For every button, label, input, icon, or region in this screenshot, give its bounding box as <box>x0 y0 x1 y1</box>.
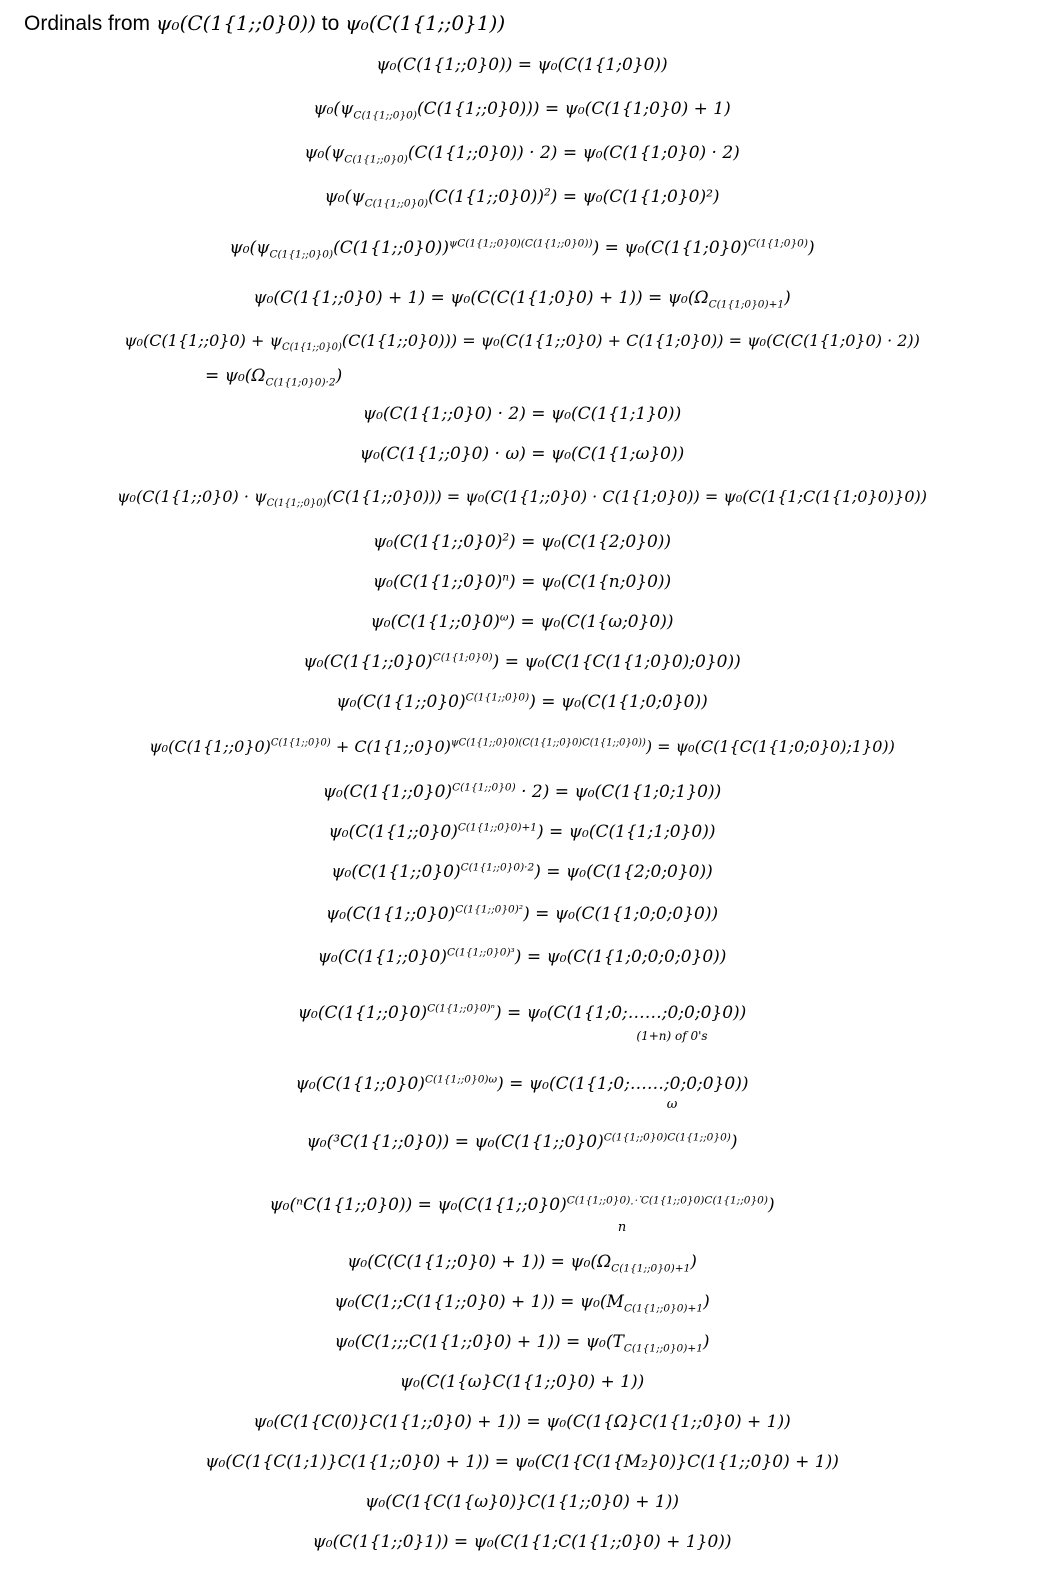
equation-16: ψ₀(C(1{1;;0}0)$^{C(1\{1;;0\}0)}$ + C(1{1;;0}0)$^{\psi C(1\{1;;0\}0)(C(1\{1;;0\}0)C(1\{1;;0\}0))}$) = ψ₀(C(1{C(1{1;0;0}0);1}0)) <box>149 737 895 756</box>
equation-30: ψ₀(C(1{C(0)}C(1{1;;0}0) + 1)) = ψ₀(C(1{Ω}C(1{1;;0}0) + 1)) <box>253 1412 791 1432</box>
brace-label-omega: ω <box>666 1097 678 1112</box>
equation-6: ψ₀(C(1{1;;0}0) + 1) = ψ₀(C(C(1{1;0}0) + $1)) = \psi_0(\Omega_{C(1\{1;0\}0)+1})$ <box>253 288 791 311</box>
equation-2: $\psi_0(\psi_{C(1\{1;;0\}0)}(C(1\{1;;0\}0)))$ = ψ₀(C(1{1;0}0) + 1) <box>313 99 731 122</box>
equation-3: $\psi_0(\psi_{C(1\{1;;0\}0)}(C(1\{1;;0\}0)) \cdot 2)$ = ψ₀(C(1{1;0}0) · 2) <box>304 143 740 166</box>
equation-24: ψ₀(³C(1{1;;0}0)) = ψ₀(C(1{1;;0}0)$^{C(1\{1;;0\}0)C(1\{1;;0\}0)}$) <box>306 1131 738 1152</box>
equation-11: ψ₀(C(1{1;;0}0)$^2$) = ψ₀(C(1{2;0}0)) <box>372 531 672 552</box>
equation-28: ψ₀(C(1;;;C(1{1;;0}0) + $1)) = \psi_0(T_{C(1\{1;;0\}0)+1})$ <box>334 1332 710 1355</box>
equation-17: ψ₀(C(1{1;;0}0)$^{C(1\{1;;0\}0)}$ · 2) = ψ₀(C(1{1;0;1}0)) <box>322 781 722 802</box>
brace-label-n: n <box>617 1220 627 1235</box>
equation-7-continued: = $\psi_0(\Omega_{C(1\{1;0\}0)\cdot 2})$ <box>205 366 343 389</box>
equation-5: $\psi_0(\psi_{C(1\{1;;0\}0)}(C(1\{1;;0\}0))^{\psi C(1\{1;;0\}0)(C(1\{1;;0\}0))})$ = ψ₀(C(1{1;0}0)$^{C(1\{1;0\}0)}$) <box>229 237 815 261</box>
equation-21: ψ₀(C(1{1;;0}0)$^{C(1\{1;;0\}0)^3}$) = ψ₀(C(1{1;0;0;0;0}0)) <box>317 946 727 967</box>
title-from: ψ₀(C(1{1;;0}0)) <box>155 11 316 35</box>
title-to: ψ₀(C(1{1;;0}1)) <box>345 11 506 35</box>
equation-18: ψ₀(C(1{1;;0}0)$^{C(1\{1;;0\}0)+1}$) = ψ₀(C(1{1;1;0}0)) <box>328 821 716 842</box>
equation-13: ψ₀(C(1{1;;0}0)$^\omega$) = ψ₀(C(1{ω;0}0)) <box>370 611 674 632</box>
equation-26: ψ₀(C(C(1{1;;0}0) + $1)) = \psi_0(\Omega_{C(1\{1;;0\}0)+1})$ <box>347 1252 697 1275</box>
equation-27: ψ₀(C(1;;C(1{1;;0}0) + $1)) = \psi_0(M_{C(1\{1;;0\}0)+1})$ <box>334 1292 710 1315</box>
page-title <box>24 8 505 39</box>
equation-12: ψ₀(C(1{1;;0}0)$^n$) = ψ₀(C(1{n;0}0)) <box>372 571 672 592</box>
equation-14: ψ₀(C(1{1;;0}0)$^{C(1\{1;0\}0)}$) = ψ₀(C(1{C(1{1;0}0);0}0)) <box>303 651 741 672</box>
equation-22: ψ₀(C(1{1;;0}0)$^{C(1\{1;;0\}0)^n}$) = ψ₀(C(1{1;0;……;0;0;0}0)) <box>297 1002 747 1023</box>
equation-19: ψ₀(C(1{1;;0}0)$^{C(1\{1;;0\}0)\cdot 2}$) = ψ₀(C(1{2;0;0}0)) <box>331 861 713 882</box>
equation-7: ψ₀(C(1{1;;0}0) + $\psi_{C(1\{1;;0\}0)}(C(1\{1;;0\}0))$) = ψ₀(C(1{1;;0}0) + C(1{1;0}0)) = ψ₀(C(C(1{1;0}0) · 2)) <box>124 331 920 354</box>
equation-4: $\psi_0(\psi_{C(1\{1;;0\}0)}(C(1\{1;;0\}0))^2)$ = ψ₀(C(1{1;0}0)²) <box>324 186 720 210</box>
equation-20: ψ₀(C(1{1;;0}0)$^{C(1\{1;;0\}0)^2}$) = ψ₀(C(1{1;0;0;0}0)) <box>325 903 719 924</box>
equation-23: ψ₀(C(1{1;;0}0)$^{C(1\{1;;0\}0)\omega}$) = ψ₀(C(1{1;0;……;0;0;0}0)) <box>295 1073 749 1094</box>
equation-8: ψ₀(C(1{1;;0}0) · 2) = ψ₀(C(1{1;1}0)) <box>362 404 682 424</box>
equation-32: ψ₀(C(1{C(1{ω}0)}C(1{1;;0}0) + 1)) <box>364 1492 680 1512</box>
title-text: Ordinals from <box>24 12 151 35</box>
equation-1: ψ₀(C(1{1;;0}0)) = ψ₀(C(1{1;0}0)) <box>376 55 668 75</box>
equation-29: ψ₀(C(1{ω}C(1{1;;0}0) + 1)) <box>399 1372 645 1392</box>
brace-label-zeros: (1+n) of 0's <box>636 1029 708 1043</box>
equation-15: ψ₀(C(1{1;;0}0)$^{C(1\{1;;0\}0)}$) = ψ₀(C(1{1;0;0}0)) <box>336 691 708 712</box>
title-joiner: to <box>321 12 340 35</box>
equation-9: ψ₀(C(1{1;;0}0) · ω) = ψ₀(C(1{1;ω}0)) <box>359 444 685 464</box>
equation-25: ψ₀(ⁿC(1{1;;0}0)) = ψ₀(C(1{1;;0}0)$^{C(1\{1;;0\}0)⋰C(1\{1;;0\}0)C(1\{1;;0\}0)}$) <box>269 1194 775 1215</box>
equation-31: ψ₀(C(1{C(1;1)}C(1{1;;0}0) + 1)) = ψ₀(C(1{C(1{M₂}0)}C(1{1;;0}0) + 1)) <box>205 1452 839 1472</box>
equation-33: ψ₀(C(1{1;;0}1)) = ψ₀(C(1{1;C(1{1;;0}0) + 1}0)) <box>312 1532 732 1552</box>
equation-10: ψ₀(C(1{1;;0}0) · $\psi_{C(1\{1;;0\}0)}(C(1\{1;;0\}0))$) = ψ₀(C(1{1;;0}0) · C(1{1;0}0)) = ψ₀(C(1{1;C(1{1;0}0)}0)) <box>116 487 927 510</box>
